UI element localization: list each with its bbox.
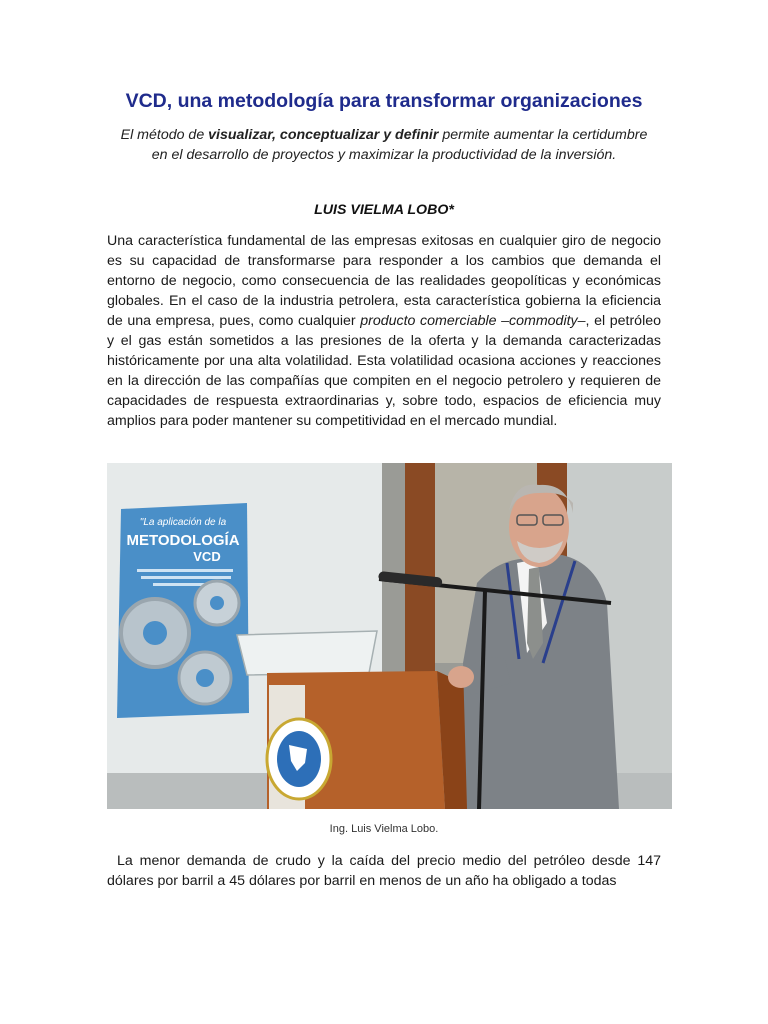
- book-line-1: "La aplicación de la: [139, 517, 227, 528]
- paragraph-1: [107, 231, 661, 431]
- book-line-2: METODOLOGÍA: [126, 532, 240, 549]
- paragraph-1-part2: , el petróleo y el gas están sometidos a las presiones de la oferta y la demanda caracterizadas históricamente por una alta volatilidad. Esta volatilidad ocasiona acciones y reacciones en la dirección de las compañías que compiten en el negocio petrolero y requieren de capacidades de respuesta extraordinarias y, sobre todo, espacios de eficiencia muy amplios para poder mantener su competitividad en el mercado mundial.: [107, 313, 662, 429]
- book-line-3: VCD: [193, 549, 221, 564]
- book-cover: [117, 503, 249, 718]
- photo-illustration: [107, 463, 672, 809]
- subtitle-pre: El método de: [120, 127, 209, 143]
- book-subtitle-line-1: [137, 569, 233, 572]
- paragraph-1-part1: Una característica fundamental de las empresas exitosas en cualquier giro de negocio es su capacidad de transformarse para responder a los cambios que demanda el entorno de negocio, como consecuencia de las realidades geopolíticas y económicas globales. En el caso de la industria petrolera, esta característica gobierna la eficiencia de una empresa, pues, como cualquier: [107, 233, 661, 329]
- gear-mid-hub: [196, 669, 214, 687]
- gear-small-hub: [210, 596, 224, 610]
- article-title: VCD, una metodología para transformar organizaciones: [125, 90, 643, 112]
- paragraph-2: La menor demanda de crudo y la caída del precio medio del petróleo desde 147 dólares por barril a 45 dólares por barril en menos de un año ha obligado a todas: [107, 853, 661, 889]
- photo-caption: Ing. Luis Vielma Lobo.: [329, 823, 439, 835]
- lectern-glass: [237, 631, 377, 675]
- article-author: LUIS VIELMA LOBO*: [314, 202, 454, 218]
- hand: [448, 666, 474, 688]
- subtitle-post: permite aumentar la certidumbre en el desarrollo de proyectos y maximizar la productividad de la inversión.: [151, 127, 648, 163]
- paragraph-1-italic: producto comerciable –commodity–: [360, 313, 586, 329]
- subtitle-bold: visualizar, conceptualizar y definir: [208, 127, 439, 143]
- podium: [267, 671, 473, 809]
- article-subtitle: [118, 126, 650, 165]
- gear-large-hub: [143, 621, 167, 645]
- article-photo: [107, 463, 672, 809]
- book-subtitle-line-2: [141, 576, 231, 579]
